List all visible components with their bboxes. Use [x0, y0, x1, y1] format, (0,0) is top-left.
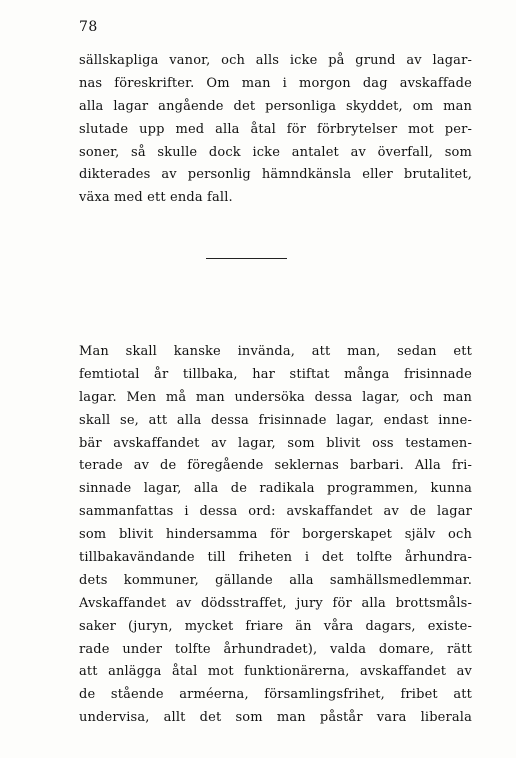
text-line: sammanfattas i dessa ord: avskaffandet av de lagar	[79, 504, 472, 520]
text-line: rade under tolfte århundradet), valda domare, rätt	[79, 641, 472, 657]
text-line: de stående arméerna, församlingsfrihet, fribet att	[79, 687, 472, 703]
text-line: Man skall kanske invända, att man, sedan ett	[79, 344, 472, 359]
paragraph-2	[79, 341, 472, 730]
text-line: slutade upp med alla åtal för förbrytelser mot per-	[79, 121, 472, 137]
text-line: alla lagar angående det personliga skyddet, om man	[79, 98, 472, 114]
text-line: undervisa, allt det som man påstår vara liberala	[79, 710, 472, 726]
text-line: att anlägga åtal mot funktionärerna, avskaffandet av	[79, 664, 472, 680]
page-number: 78	[79, 19, 98, 35]
section-divider	[206, 258, 287, 259]
text-line: femtiotal år tillbaka, har stiftat många frisinnade	[79, 366, 472, 382]
text-line: saker (juryn, mycket friare än våra dagars, existe-	[79, 618, 472, 634]
text-line: sällskapliga vanor, och alls icke på grund av lagar-	[79, 53, 472, 68]
text-line: växa med ett enda fall.	[79, 190, 233, 206]
text-line: soner, så skulle dock icke antalet av överfall, som	[79, 144, 472, 160]
text-line: sinnade lagar, alla de radikala programmen, kunna	[79, 481, 472, 497]
text-line: tillbakavändande till friheten i det tolfte århundra-	[79, 550, 472, 566]
text-line: Avskaffandet av dödsstraffet, jury för alla brottsmåls-	[79, 595, 472, 611]
text-line: dikterades av personlig hämndkänsla eller brutalitet,	[79, 167, 472, 183]
text-line: lagar. Men må man undersöka dessa lagar, och man	[79, 389, 472, 405]
text-line: nas föreskrifter. Om man i morgon dag avskaffade	[79, 75, 472, 91]
text-line: dets kommuner, gällande alla samhällsmedlemmar.	[79, 572, 472, 588]
text-line: bär avskaffandet av lagar, som blivit oss testamen-	[79, 435, 472, 451]
paragraph-1	[79, 50, 472, 210]
text-line: skall se, att alla dessa frisinnade lagar, endast inne-	[79, 412, 472, 428]
text-line: som blivit hindersamma för borgerskapet själv och	[79, 527, 472, 543]
text-line: terade av de föregående seklernas barbari. Alla fri-	[79, 458, 472, 474]
